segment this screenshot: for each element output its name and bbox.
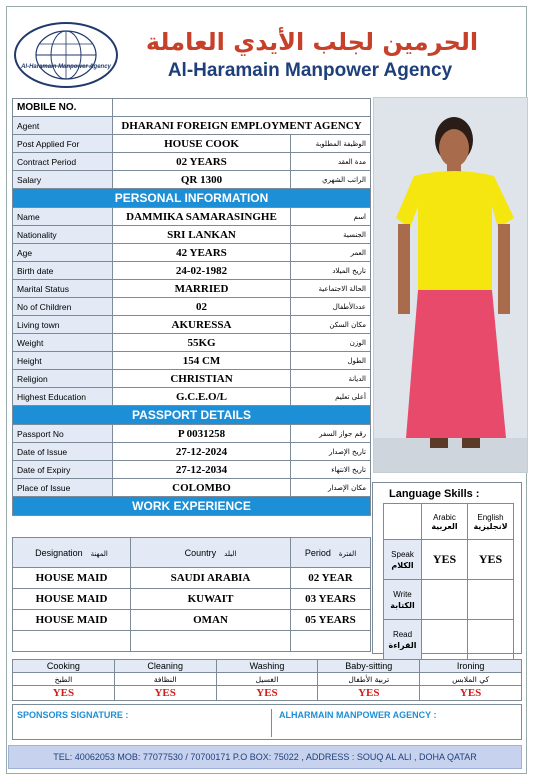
english-title: Al-Haramain Manpower Agency	[167, 60, 453, 81]
skill-arabic-row	[13, 673, 522, 686]
job-label: Salary	[13, 171, 113, 189]
work-period: 03 YEARS	[291, 589, 371, 610]
mobile-row	[13, 99, 371, 117]
personal-row-highest-education	[13, 388, 371, 406]
personal-label: Weight	[13, 334, 113, 352]
personal-value: CHRISTIAN	[113, 370, 291, 388]
job-row-agent	[13, 117, 371, 135]
passport-row-place-of-issue	[13, 479, 371, 497]
skill-washing-label: Washing	[216, 660, 318, 673]
personal-arabic-label: تاريخ الميلاد	[291, 262, 371, 280]
passport-arabic-label: تاريخ الانتهاء	[291, 461, 371, 479]
skill-ironing-arabic: كي الملابس	[420, 673, 522, 686]
passport-value: 27-12-2024	[113, 443, 291, 461]
language-skill-name-arabic: القراءة	[388, 640, 417, 650]
personal-label: Marital Status	[13, 280, 113, 298]
passport-details-header: PASSPORT DETAILS	[13, 406, 371, 425]
job-label: Contract Period	[13, 153, 113, 171]
personal-row-no-of-children	[13, 298, 371, 316]
personal-label: Living town	[13, 316, 113, 334]
job-value: 02 YEARS	[113, 153, 291, 171]
contact-footer: TEL: 40062053 MOB: 77077530 / 70700171 P.O BOX: 75022 , ADDRESS : SOUQ AL ALI , DOHA QATAR	[8, 745, 522, 769]
work-row	[13, 610, 371, 631]
job-value: DHARANI FOREIGN EMPLOYMENT AGENCY	[113, 117, 371, 135]
personal-arabic-label: الطول	[291, 352, 371, 370]
skill-cleaning-value: YES	[114, 686, 216, 701]
passport-arabic-label: تاريخ الإصدار	[291, 443, 371, 461]
personal-value: 02	[113, 298, 291, 316]
english-proficiency	[468, 620, 514, 660]
passport-value: 27-12-2034	[113, 461, 291, 479]
english-column-header: English لانجليزية	[468, 504, 514, 540]
passport-row-date-of-issue	[13, 443, 371, 461]
job-row-contract-period	[13, 153, 371, 171]
personal-row-marital-status	[13, 280, 371, 298]
passport-value: COLOMBO	[113, 479, 291, 497]
job-arabic-label: الراتب الشهري	[291, 171, 371, 189]
language-skill-name-arabic: الكلام	[391, 560, 414, 570]
personal-value: G.C.E.O/L	[113, 388, 291, 406]
personal-label: Highest Education	[13, 388, 113, 406]
passport-details-header-row	[13, 406, 371, 425]
personal-label: Age	[13, 244, 113, 262]
personal-row-height	[13, 352, 371, 370]
passport-label: Date of Issue	[13, 443, 113, 461]
work-experience-header: WORK EXPERIENCE	[13, 497, 371, 516]
personal-value: 55KG	[113, 334, 291, 352]
personal-row-religion	[13, 370, 371, 388]
personal-information-header: PERSONAL INFORMATION	[13, 189, 371, 208]
english-proficiency: YES	[468, 540, 514, 580]
passport-row-date-of-expiry	[13, 461, 371, 479]
language-skill-label	[384, 540, 422, 580]
logo-text: Al-Haramain Manpower Agency	[21, 64, 111, 70]
english-proficiency	[468, 580, 514, 620]
personal-arabic-label: العمر	[291, 244, 371, 262]
work-header-row	[13, 538, 371, 568]
agency-logo	[14, 22, 118, 88]
agency-signature-label: ALHARMAIN MANPOWER AGENCY :	[279, 710, 437, 720]
language-skill-name: Speak	[391, 549, 414, 559]
personal-arabic-label: عددالأطفال	[291, 298, 371, 316]
arabic-column-header: Arabic العربية	[422, 504, 468, 540]
personal-value: 42 YEARS	[113, 244, 291, 262]
designation-header: Designation المهنة	[13, 538, 131, 568]
skill-values-row	[13, 686, 522, 701]
personal-label: No of Children	[13, 298, 113, 316]
personal-label: Height	[13, 352, 113, 370]
skill-washing-arabic: الغسيل	[216, 673, 318, 686]
personal-arabic-label: أعلى تعليم	[291, 388, 371, 406]
work-designation: HOUSE MAID	[13, 589, 131, 610]
skill-baby-sitting-value: YES	[318, 686, 420, 701]
language-row-read	[384, 620, 514, 660]
personal-value: 24-02-1982	[113, 262, 291, 280]
language-corner-cell	[384, 504, 422, 540]
skill-baby-sitting-arabic: تربية الأطفال	[318, 673, 420, 686]
personal-arabic-label: اسم	[291, 208, 371, 226]
arabic-proficiency	[422, 620, 468, 660]
skill-ironing-value: YES	[420, 686, 522, 701]
work-country: SAUDI ARABIA	[131, 568, 291, 589]
personal-arabic-label: الجنسية	[291, 226, 371, 244]
globe-icon	[16, 24, 116, 86]
work-country	[131, 631, 291, 652]
sponsor-signature-label: SPONSORS SIGNATURE :	[17, 710, 129, 720]
skill-baby-sitting-label: Baby-sitting	[318, 660, 420, 673]
language-skill-name: Write	[393, 589, 412, 599]
personal-row-living-town	[13, 316, 371, 334]
skill-cooking-label: Cooking	[13, 660, 115, 673]
work-country: OMAN	[131, 610, 291, 631]
signature-divider	[271, 709, 272, 737]
language-skill-label	[384, 580, 422, 620]
work-period: 05 YEARS	[291, 610, 371, 631]
period-header: Period الفترة	[291, 538, 371, 568]
work-country: KUWAIT	[131, 589, 291, 610]
passport-row-passport-no	[13, 425, 371, 443]
language-skill-name-arabic: الكتابة	[390, 600, 415, 610]
personal-row-name	[13, 208, 371, 226]
skill-names-row	[13, 660, 522, 673]
country-header: Country البلد	[131, 538, 291, 568]
work-row	[13, 631, 371, 652]
work-row	[13, 589, 371, 610]
language-skills-table	[383, 503, 514, 660]
passport-arabic-label: مكان الإصدار	[291, 479, 371, 497]
mobile-label: MOBILE NO.	[13, 99, 113, 117]
work-period	[291, 631, 371, 652]
arabic-title: الحرمين لجلب الأيدي العاملة	[145, 28, 479, 56]
language-row-write	[384, 580, 514, 620]
job-row-post-applied-for	[13, 135, 371, 153]
job-value: HOUSE COOK	[113, 135, 291, 153]
signature-area	[12, 704, 522, 740]
applicant-form-table	[12, 98, 371, 516]
work-designation: HOUSE MAID	[13, 568, 131, 589]
language-skill-label	[384, 620, 422, 660]
personal-value: AKURESSA	[113, 316, 291, 334]
personal-label: Religion	[13, 370, 113, 388]
personal-information-header-row	[13, 189, 371, 208]
personal-arabic-label: الديانة	[291, 370, 371, 388]
language-skill-name: Read	[392, 629, 413, 639]
personal-label: Nationality	[13, 226, 113, 244]
work-experience-table	[12, 537, 371, 652]
work-designation	[13, 631, 131, 652]
job-value: QR 1300	[113, 171, 291, 189]
job-arabic-label: الوظيفة المطلوبة	[291, 135, 371, 153]
language-row-speak	[384, 540, 514, 580]
language-skills-panel	[372, 482, 522, 654]
passport-label: Date of Expiry	[13, 461, 113, 479]
personal-row-birth-date	[13, 262, 371, 280]
applicant-photo	[373, 97, 528, 473]
personal-arabic-label: مكان السكن	[291, 316, 371, 334]
work-experience-header-row	[13, 497, 371, 516]
job-row-salary	[13, 171, 371, 189]
personal-value: MARRIED	[113, 280, 291, 298]
skill-cleaning-label: Cleaning	[114, 660, 216, 673]
passport-label: Place of Issue	[13, 479, 113, 497]
personal-row-age	[13, 244, 371, 262]
personal-row-weight	[13, 334, 371, 352]
skill-ironing-label: Ironing	[420, 660, 522, 673]
passport-arabic-label: رقم جواز السفر	[291, 425, 371, 443]
personal-value: DAMMIKA SAMARASINGHE	[113, 208, 291, 226]
personal-label: Name	[13, 208, 113, 226]
skill-washing-value: YES	[216, 686, 318, 701]
personal-arabic-label: الوزن	[291, 334, 371, 352]
personal-value: SRI LANKAN	[113, 226, 291, 244]
skill-cooking-arabic: الطبخ	[13, 673, 115, 686]
mobile-value	[113, 99, 371, 117]
language-skills-title: Language Skills :	[389, 488, 480, 500]
language-header-row	[384, 504, 514, 540]
work-row	[13, 568, 371, 589]
personal-arabic-label: الحالة الاجتماعية	[291, 280, 371, 298]
personal-value: 154 CM	[113, 352, 291, 370]
personal-row-nationality	[13, 226, 371, 244]
work-period: 02 YEAR	[291, 568, 371, 589]
passport-label: Passport No	[13, 425, 113, 443]
job-label: Post Applied For	[13, 135, 113, 153]
personal-label: Birth date	[13, 262, 113, 280]
household-skills-table	[12, 659, 522, 701]
job-arabic-label: مدة العقد	[291, 153, 371, 171]
job-label: Agent	[13, 117, 113, 135]
work-designation: HOUSE MAID	[13, 610, 131, 631]
arabic-proficiency	[422, 580, 468, 620]
skill-cleaning-arabic: النظافة	[114, 673, 216, 686]
passport-value: P 0031258	[113, 425, 291, 443]
skill-cooking-value: YES	[13, 686, 115, 701]
arabic-proficiency: YES	[422, 540, 468, 580]
